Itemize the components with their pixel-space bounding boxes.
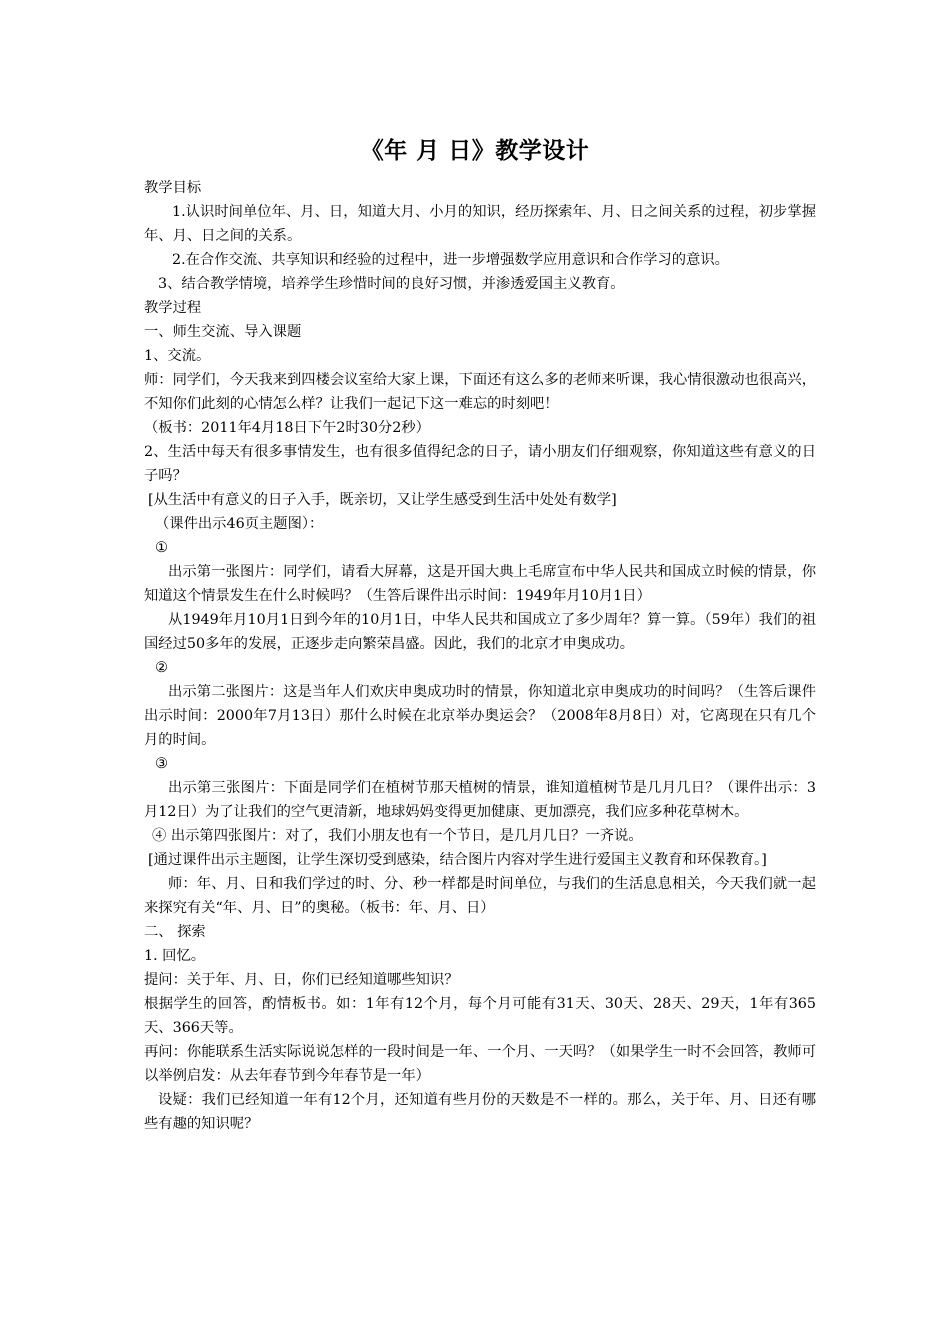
paragraph: 再问：你能联系生活实际说说怎样的一段时间是一年、一个月、一天吗？（如果学生一时不会回答，教师可以举例启发：从去年春节到今年春节是一年）	[144, 1044, 816, 1084]
part-heading-1: 一、师生交流、导入课题	[144, 324, 302, 340]
paragraph: 从1949年月10月1日到今年的10月1日，中华人民共和国成立了多少周年？算一算。（59年）我们的祖国经过50多年的发展，正逐步走向繁荣昌盛。因此，我们的北京才申奥成功。	[144, 612, 816, 652]
courseware-note: （课件出示46页主题图）：	[155, 516, 324, 532]
goal-item-2: 2.在合作交流、共享知识和经验的过程中，进一步增强数学应用意识和合作学习的意识。	[172, 252, 729, 268]
paragraph: 出示第二张图片：这是当年人们欢庆申奥成功时的情景，你知道北京申奥成功的时间吗？（生答后课件出示时间：2000年7月13日）那什么时候在北京举办奥运会？（2008年8月8日）对，它离现在只有几个月的时间。	[144, 684, 816, 748]
paragraph: 提问：关于年、月、日，你们已经知道哪些知识？	[144, 972, 459, 988]
item-marker-1: ①	[155, 540, 168, 556]
section-heading-goals: 教学目标	[144, 180, 202, 196]
paragraph: 师：同学们，今天我来到四楼会议室给大家上课，下面还有这么多的老师来听课，我心情很激动也很高兴，不知你们此刻的心情怎么样？让我们一起记下这一难忘的时刻吧！	[144, 372, 816, 412]
design-note: [通过课件出示主题图，让学生深切受到感染，结合图片内容对学生进行爱国主义教育和环保教育。]	[148, 852, 767, 868]
step-heading: 1、交流。	[144, 348, 211, 364]
paragraph: 出示第一张图片：同学们，请看大屏幕，这是开国大典上毛席宣布中华人民共和国成立时候的情景，你知道这个情景发生在什么时候吗？（生答后课件出示时间：1949年月10月1日）	[144, 564, 816, 604]
goal-item-1: 1.认识时间单位年、月、日，知道大月、小月的知识，经历探索年、月、日之间关系的过程，初步掌握年、月、日之间的关系。	[144, 204, 816, 244]
paragraph: 根据学生的回答，酌情板书。如：1年有12个月，每个月可能有31天、30天、28天、29天，1年有365天、366天等。	[144, 996, 816, 1036]
paragraph: ④ 出示第四张图片：对了，我们小朋友也有一个节日，是几月几日？一齐说。	[152, 828, 643, 844]
section-heading-process: 教学过程	[144, 300, 202, 316]
document-body	[144, 176, 816, 1136]
paragraph: 2、生活中每天有很多事情发生，也有很多值得纪念的日子，请小朋友们仔细观察，你知道这些有意义的日子吗？	[144, 444, 816, 484]
part-heading-2: 二、 探索	[144, 924, 206, 940]
paragraph: 出示第三张图片：下面是同学们在植树节那天植树的情景，谁知道植树节是几月几日？（课件出示：3月12日）为了让我们的空气更清新，地球妈妈变得更加健康、更加漂亮，我们应多种花草树木。	[144, 780, 816, 820]
goal-item-3: 3、结合教学情境，培养学生珍惜时间的良好习惯，并渗透爱国主义教育。	[158, 276, 625, 292]
paragraph: 设疑：我们已经知道一年有12个月，还知道有些月份的天数是不一样的。那么，关于年、月、日还有哪些有趣的知识呢？	[144, 1092, 816, 1132]
paragraph: 师：年、月、日和我们学过的时、分、秒一样都是时间单位，与我们的生活息息相关，今天我们就一起来探究有关“年、月、日”的奥秘。（板书：年、月、日）	[144, 876, 816, 916]
document-title: 《年 月 日》教学设计	[360, 138, 590, 164]
step-heading: 1. 回忆。	[144, 948, 206, 964]
board-note: （板书：2011年4月18日下午2时30分2秒）	[144, 420, 430, 436]
design-note: [从生活中有意义的日子入手，既亲切，又让学生感受到生活中处处有数学]	[148, 492, 617, 508]
item-marker-2: ②	[155, 660, 168, 676]
item-marker-3: ③	[155, 756, 168, 772]
